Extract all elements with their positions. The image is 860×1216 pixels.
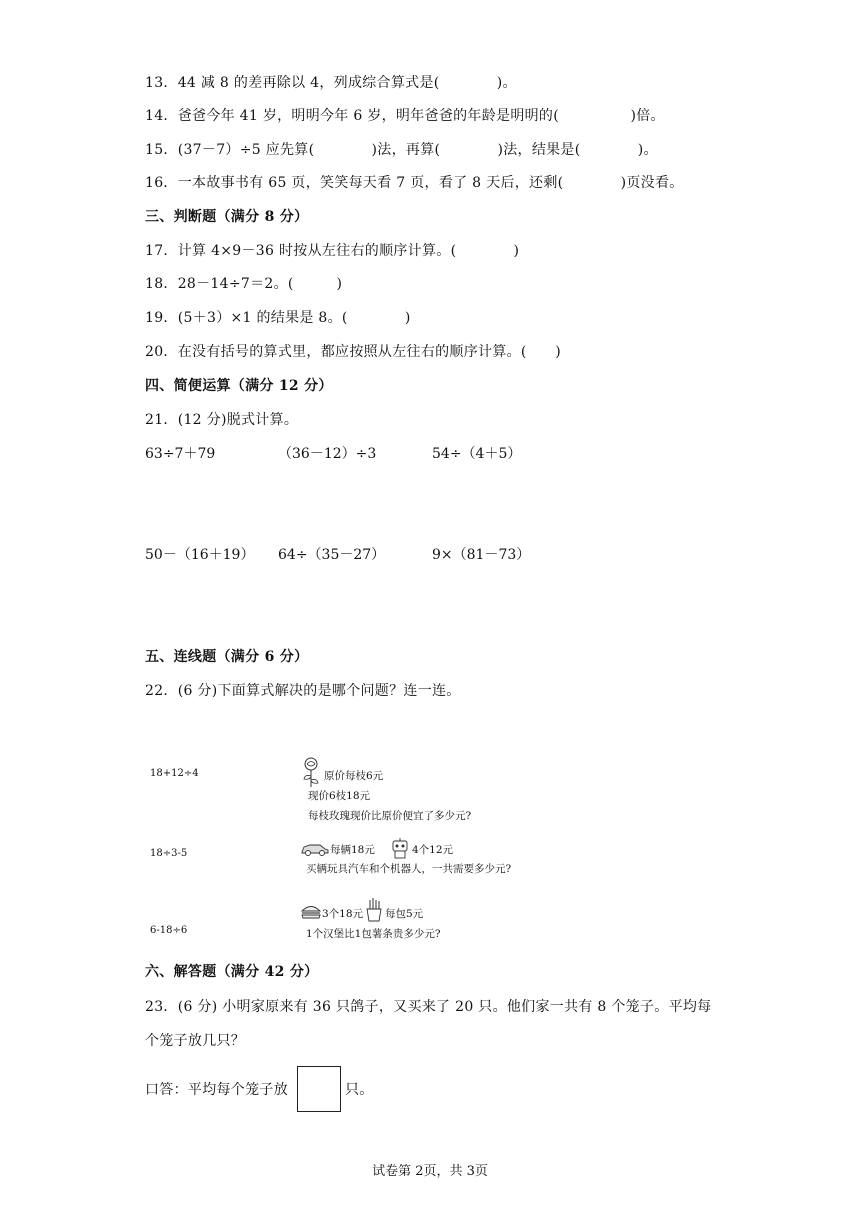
toy-car-icon	[300, 841, 330, 857]
rose-icon	[300, 756, 322, 788]
question-15: 15．(37－7）÷5 应先算( )法，再算( )法，结果是( )。	[145, 142, 658, 158]
section-5-title: 五、连线题（满分 6 分）	[145, 649, 309, 665]
french-fries-icon	[365, 898, 383, 922]
section-3-title: 三、判断题（满分 8 分）	[145, 209, 309, 225]
robot-icon	[389, 838, 411, 860]
question-21: 21．(12 分)脱式计算。	[145, 412, 299, 428]
hamburger-icon	[300, 904, 322, 920]
question-23-line1: 23．(6 分) 小明家原来有 36 只鸽子，又买来了 20 只。他们家一共有 8 个笼子。平均每	[145, 999, 712, 1015]
answer-box[interactable]	[297, 1066, 341, 1112]
expression: 9×（81－73）	[432, 547, 531, 563]
car-price: 每辆18元	[330, 844, 375, 856]
question-13: 13．44 减 8 的差再除以 4，列成综合算式是( )。	[145, 75, 517, 91]
expression: 50－（16＋19）	[145, 547, 255, 563]
burger-question: 1个汉堡比1包薯条贵多少元?	[306, 928, 441, 940]
answer-suffix: 只。	[345, 1082, 374, 1098]
section-4-title: 四、简便运算（满分 12 分）	[145, 378, 333, 394]
section-6-title: 六、解答题（满分 42 分）	[145, 964, 319, 980]
question-19: 19．(5＋3）×1 的结果是 8。( )	[145, 310, 411, 326]
match-left-expression: 18+12÷4	[150, 768, 199, 779]
expression: 64÷（35－27）	[278, 547, 386, 563]
question-23-line2: 个笼子放几只？	[145, 1033, 246, 1049]
question-16: 16．一本故事书有 65 页，笑笑每天看 7 页，看了 8 天后，还剩( )页没看。	[145, 175, 684, 191]
question-20: 20．在没有括号的算式里，都应按照从左往右的顺序计算。( )	[145, 344, 562, 360]
expression: 63÷7＋79	[145, 446, 216, 462]
question-17: 17．计算 4×9－36 时按从左往右的顺序计算。( )	[145, 243, 520, 259]
expression: 54÷（4＋5）	[432, 446, 522, 462]
fries-price: 每包5元	[385, 908, 424, 920]
question-14: 14．爸爸今年 41 岁，明明今年 6 岁，明年爸爸的年龄是明明的( )倍。	[145, 108, 665, 124]
burger-price: 3个18元	[322, 908, 364, 920]
match-left-expression: 18÷3-5	[150, 848, 188, 859]
expression: （36－12）÷3	[278, 446, 377, 462]
answer-prefix: 口答：平均每个笼子放	[145, 1082, 288, 1098]
toy-question: 买辆玩具汽车和个机器人，一共需要多少元?	[306, 863, 512, 875]
rose-question: 每枝玫瑰现价比原价便宜了多少元?	[308, 810, 472, 822]
match-left-expression: 6-18÷6	[150, 925, 188, 936]
question-18: 18．28－14÷7＝2。( )	[145, 276, 343, 292]
page-footer: 试卷第 2页，共 3页	[372, 1164, 488, 1179]
question-22: 22．(6 分)下面算式解决的是哪个问题？连一连。	[145, 683, 461, 699]
rose-original-price: 原价每枝6元	[324, 770, 384, 782]
robot-price: 4个12元	[412, 844, 454, 856]
rose-current-price: 现价6枝18元	[308, 790, 371, 802]
